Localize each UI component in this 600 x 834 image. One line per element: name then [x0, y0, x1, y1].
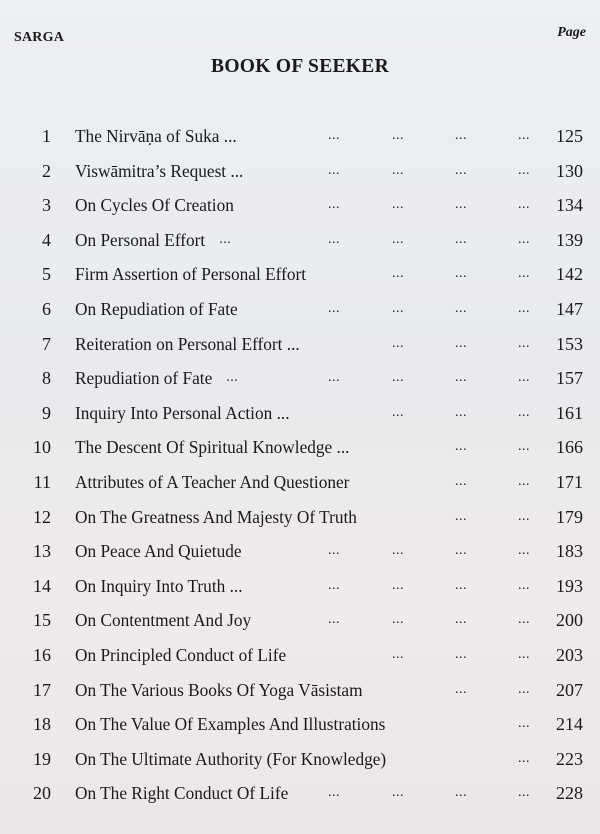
sarga-number: 4 — [42, 229, 51, 250]
sarga-number: 20 — [33, 783, 51, 804]
dot-leader: ... — [518, 612, 530, 628]
toc-entry — [0, 569, 600, 604]
dot-leader: ... — [518, 750, 530, 766]
dot-leader: ... — [518, 162, 530, 178]
toc-entry — [0, 638, 600, 673]
page-number: 228 — [556, 783, 583, 804]
sarga-number: 19 — [33, 748, 51, 769]
dot-leader: ... — [455, 612, 467, 628]
sarga-title: Attributes of A Teacher And Questioner — [75, 471, 350, 492]
dot-leader: ... — [455, 197, 467, 213]
sarga-number: 14 — [33, 575, 51, 596]
dot-leader: ... — [518, 543, 530, 559]
dot-leader: ... — [392, 785, 404, 801]
page-number: 157 — [556, 368, 583, 389]
dot-leader: ... — [455, 266, 467, 282]
sarga-number: 18 — [33, 714, 51, 735]
dot-leader: ... — [328, 231, 340, 247]
dot-leader: ... — [455, 335, 467, 351]
dot-leader: ... — [455, 508, 467, 524]
toc-entry — [0, 603, 600, 638]
sarga-title: On Repudiation of Fate — [75, 298, 238, 319]
toc-entry — [0, 188, 600, 223]
dot-leader: ... — [219, 231, 232, 247]
dot-leader: ... — [392, 335, 404, 351]
sarga-number: 7 — [42, 333, 51, 354]
table-of-contents — [0, 119, 600, 811]
dot-leader: ... — [392, 197, 404, 213]
page-number: 207 — [556, 679, 583, 700]
page-number: 147 — [556, 298, 583, 319]
toc-entry — [0, 500, 600, 535]
toc-entry — [0, 361, 600, 396]
toc-entry — [0, 292, 600, 327]
dot-leader: ... — [518, 681, 530, 697]
sarga-number: 1 — [42, 126, 51, 146]
sarga-title: On Cycles Of Creation — [75, 195, 234, 216]
toc-entry — [0, 119, 600, 154]
dot-leader: ... — [455, 162, 467, 178]
sarga-number: 16 — [33, 644, 51, 665]
dot-leader: ... — [392, 128, 404, 143]
sarga-number: 8 — [42, 368, 51, 389]
toc-entry — [0, 742, 600, 777]
dot-leader: ... — [455, 439, 467, 455]
page-column-header: Page — [557, 25, 586, 40]
dot-leader: ... — [226, 370, 239, 386]
sarga-title: Firm Assertion of Personal Effort — [75, 264, 307, 285]
page-number: 193 — [556, 575, 583, 596]
dot-leader: ... — [455, 577, 467, 593]
toc-entry — [0, 430, 600, 465]
sarga-title: The Nirvāṇa of Suka ... — [75, 126, 237, 146]
page-number: 139 — [556, 229, 583, 250]
sarga-number: 15 — [33, 610, 51, 631]
dot-leader: ... — [518, 404, 530, 420]
page-number: 125 — [556, 126, 583, 146]
sarga-number: 12 — [33, 506, 51, 527]
dot-leader: ... — [518, 785, 530, 801]
page-number: 161 — [556, 402, 583, 423]
book-title: BOOK OF SEEKER — [211, 56, 389, 77]
sarga-title: On The Greatness And Majesty Of Truth — [75, 506, 357, 527]
dot-leader: ... — [455, 404, 467, 420]
page-number: 179 — [556, 506, 583, 527]
sarga-title: On The Value Of Examples And Illustrations — [75, 714, 386, 735]
page-number: 200 — [556, 610, 583, 631]
dot-leader: ... — [392, 231, 404, 247]
sarga-title: On The Ultimate Authority (For Knowledge) — [75, 748, 387, 769]
dot-leader: ... — [518, 335, 530, 351]
sarga-title: On Peace And Quietude — [75, 541, 242, 562]
sarga-number: 2 — [42, 160, 51, 181]
dot-leader: ... — [328, 197, 340, 213]
sarga-number: 9 — [42, 402, 51, 423]
sarga-number: 10 — [33, 437, 51, 458]
sarga-title: On Inquiry Into Truth ... — [75, 575, 243, 596]
dot-leader: ... — [392, 266, 404, 282]
dot-leader: ... — [328, 162, 340, 178]
toc-entry — [0, 673, 600, 708]
page-number: 203 — [556, 644, 583, 665]
dot-leader: ... — [328, 300, 340, 316]
page-number: 166 — [556, 437, 583, 458]
dot-leader: ... — [455, 681, 467, 697]
dot-leader: ... — [455, 370, 467, 386]
dot-leader: ... — [328, 543, 340, 559]
dot-leader: ... — [518, 231, 530, 247]
dot-leader: ... — [518, 128, 530, 143]
dot-leader: ... — [328, 370, 340, 386]
sarga-title: The Descent Of Spiritual Knowledge ... — [75, 437, 350, 458]
sarga-number: 17 — [33, 679, 51, 700]
page-number: 183 — [556, 541, 583, 562]
toc-entry — [0, 223, 600, 258]
toc-entry — [0, 396, 600, 431]
dot-leader: ... — [392, 577, 404, 593]
dot-leader: ... — [455, 300, 467, 316]
sarga-title: On Principled Conduct of Life — [75, 644, 287, 665]
toc-entry — [0, 707, 600, 742]
dot-leader: ... — [518, 577, 530, 593]
page-number: 130 — [556, 160, 583, 181]
sarga-title: Reiteration on Personal Effort ... — [75, 333, 300, 354]
sarga-number: 13 — [33, 541, 51, 562]
dot-leader: ... — [518, 716, 530, 732]
toc-entry — [0, 534, 600, 569]
toc-entry — [0, 257, 600, 292]
dot-leader: ... — [392, 612, 404, 628]
sarga-title: On The Various Books Of Yoga Vāsistam — [75, 679, 363, 700]
dot-leader: ... — [455, 785, 467, 801]
dot-leader: ... — [518, 197, 530, 213]
dot-leader: ... — [392, 404, 404, 420]
page-number: 223 — [556, 748, 583, 769]
toc-entry — [0, 154, 600, 189]
dot-leader: ... — [455, 231, 467, 247]
dot-leader: ... — [518, 370, 530, 386]
dot-leader: ... — [455, 543, 467, 559]
page-number: 171 — [556, 471, 583, 492]
toc-entry — [0, 465, 600, 500]
sarga-title: On Personal Effort — [75, 229, 206, 250]
dot-leader: ... — [518, 508, 530, 524]
sarga-title: On The Right Conduct Of Life — [75, 783, 289, 804]
dot-leader: ... — [518, 646, 530, 662]
dot-leader: ... — [392, 162, 404, 178]
dot-leader: ... — [518, 439, 530, 455]
sarga-title: On Contentment And Joy — [75, 610, 252, 631]
sarga-column-header: SARGA — [14, 30, 65, 45]
sarga-number: 11 — [33, 471, 51, 492]
dot-leader: ... — [518, 473, 530, 489]
sarga-number: 5 — [42, 264, 51, 285]
sarga-title: Viswāmitra’s Request ... — [75, 160, 244, 181]
dot-leader: ... — [328, 128, 340, 143]
page-number: 214 — [556, 714, 583, 735]
dot-leader: ... — [392, 300, 404, 316]
dot-leader: ... — [455, 646, 467, 662]
sarga-title: Repudiation of Fate — [75, 368, 213, 389]
toc-entry — [0, 776, 600, 811]
page-number: 142 — [556, 264, 583, 285]
dot-leader: ... — [328, 785, 340, 801]
dot-leader: ... — [392, 370, 404, 386]
dot-leader: ... — [455, 473, 467, 489]
dot-leader: ... — [392, 543, 404, 559]
dot-leader: ... — [518, 300, 530, 316]
dot-leader: ... — [328, 577, 340, 593]
toc-entry — [0, 327, 600, 362]
dot-leader: ... — [518, 266, 530, 282]
sarga-title: Inquiry Into Personal Action ... — [75, 402, 290, 423]
dot-leader: ... — [328, 612, 340, 628]
page-number: 153 — [556, 333, 583, 354]
dot-leader: ... — [392, 646, 404, 662]
sarga-number: 3 — [42, 195, 51, 216]
dot-leader: ... — [455, 128, 467, 143]
sarga-number: 6 — [42, 298, 51, 319]
page-number: 134 — [556, 195, 583, 216]
